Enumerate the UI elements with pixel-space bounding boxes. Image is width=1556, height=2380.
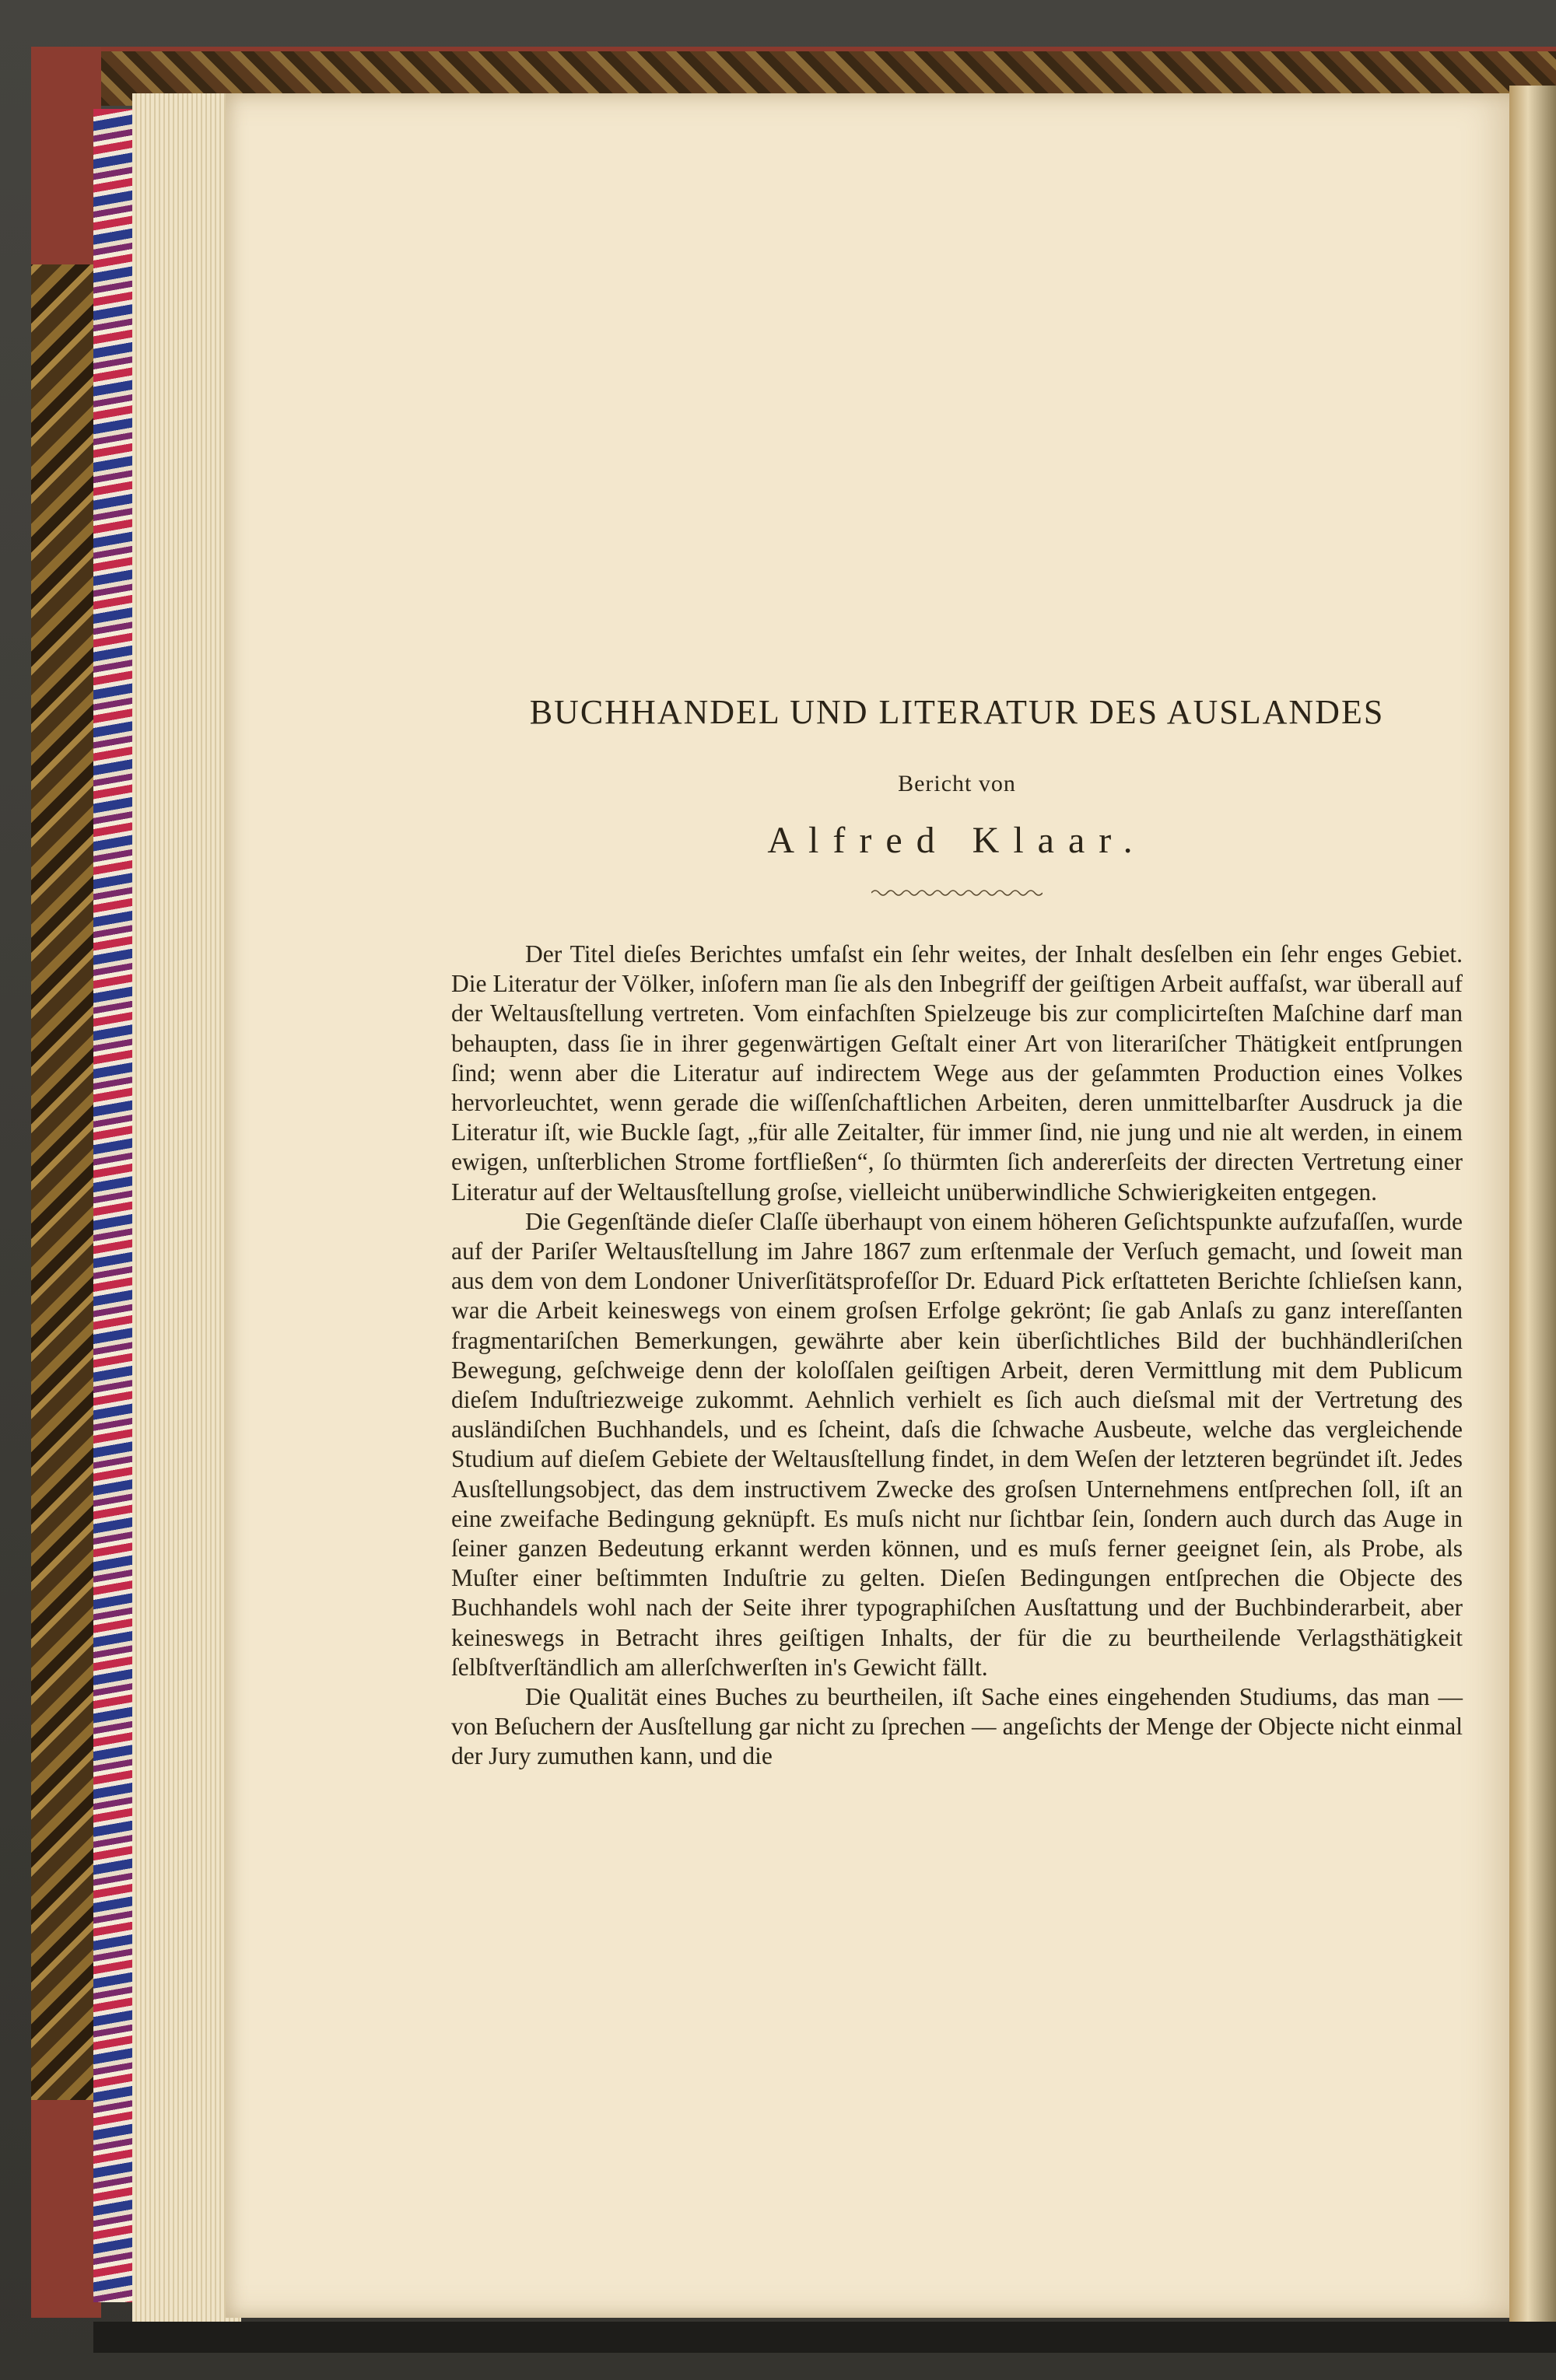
paragraph: Der Titel dieſes Berichtes umfaſst ein ſehr weites, der Inhalt desſelben ein ſehr enges Gebiet. Die Literatur der Völker, inſofern man ſie als den Inbegriff der geiſtigen Arbeit auffaſst, war überall auf der Weltausſtellung vertreten. Vom einfachſten Spielzeuge bis zur complicirteſten Maſchine darf man behaupten, dass ſie in ihrer gegenwärtigen Geſtalt einer Art von literariſcher Thätigkeit entſprungen ſind; wenn aber die Literatur auf indirectem Wege aus der geſammten Production eines Volkes hervorleuchtet, wenn gerade die wiſſenſchaftlichen Arbeiten, deren unmittelbarſter Ausdruck ja die Literatur iſt, wie Buckle ſagt, „für alle Zeitalter, für immer ſind, nie jung und nie alt werden, in einem ewigen, unſterblichen Strome fortfließen“, ſo thürmten ſich andererſeits der directen Vertretung einer Literatur auf der Weltausſtellung groſse, vielleicht unüberwindliche Schwierigkeiten entgegen.: [451, 940, 1463, 1206]
article: [451, 692, 1463, 1772]
page-stack-edge: [132, 93, 241, 2326]
article-title: BUCHHANDEL UND LITERATUR DES AUSLANDES: [529, 693, 1385, 731]
paragraph: Die Gegenſtände dieſer Claſſe überhaupt von einem höheren Geſichtspunkte aufzufaſſen, wurde auf der Pariſer Weltausſtellung im Jahre 1867 zum erſtenmale der Verſuch gemacht, und ſoweit man aus dem von dem Londoner Univerſitätsprofeſſor Dr. Eduard Pick erſtatteten Berichte ſchlieſsen kann, war die Arbeit keineswegs von einem groſsen Erfolge gekrönt; ſie gab Anlaſs zu ganz intereſſanten fragmentariſchen Bemerkungen, gewährte aber kein überſichtliches Bild der buchhändleriſchen Bewegung, geſchweige denn der koloſſalen geiſtigen Arbeit, deren Vermittlung mit dem Publicum dieſem Induſtriezweige zukommt. Aehnlich verhielt es ſich auch dieſsmal mit der Vertretung des ausländiſchen Buchhandels, und es ſcheint, daſs die ſchwache Ausbeute, welche das vergleichende Studium auf dieſem Gebiete der Weltausſtellung findet, in dem Weſen der letzteren begründet iſt. Jedes Ausſtellungsobject, das dem instructivem Zwecke des groſsen Unternehmens entſprechen ſoll, iſt an eine zweifache Bedingung geknüpft. Es muſs nicht nur ſichtbar ſein, ſondern auch durch das Auge in ſeiner ganzen Bedeutung erkannt werden können, und es muſs ferner geeignet ſein, als Probe, als Muſter einer beſtimmten Induſtrie zu gelten. Dieſen Bedingungen entſprechen die Objecte des Buchhandels wohl nach der Seite ihrer typographiſchen Ausſtattung und der Buchbinderarbeit, aber keineswegs in Betracht ihres geiſtigen Inhalts, der für die zu beurtheilende Verlagsthätigkeit ſelbſtverſtändlich am allerſchwerſten in's Gewicht fällt.: [451, 1207, 1463, 1681]
bottom-shadow: [93, 2322, 1556, 2353]
paragraph: Die Qualität eines Buches zu beurtheilen, iſt Sache eines eingehenden Studiums, das man — von Beſuchern der Ausſtellung gar nicht zu ſprechen — angeſichts der Menge der Objecte nicht einmal der Jury zumuthen kann, und die: [451, 1683, 1463, 1770]
cover-corner-bottom: [31, 2100, 101, 2318]
article-body: [451, 940, 1463, 1772]
author-name: Alfred Klaar.: [767, 820, 1147, 861]
facing-page-edge: [1509, 86, 1556, 2326]
cover-corner-top: [31, 47, 101, 264]
wavy-divider-ornament: [871, 885, 1043, 901]
byline: Bericht von: [898, 771, 1016, 796]
book-cover-left: [31, 47, 101, 2318]
